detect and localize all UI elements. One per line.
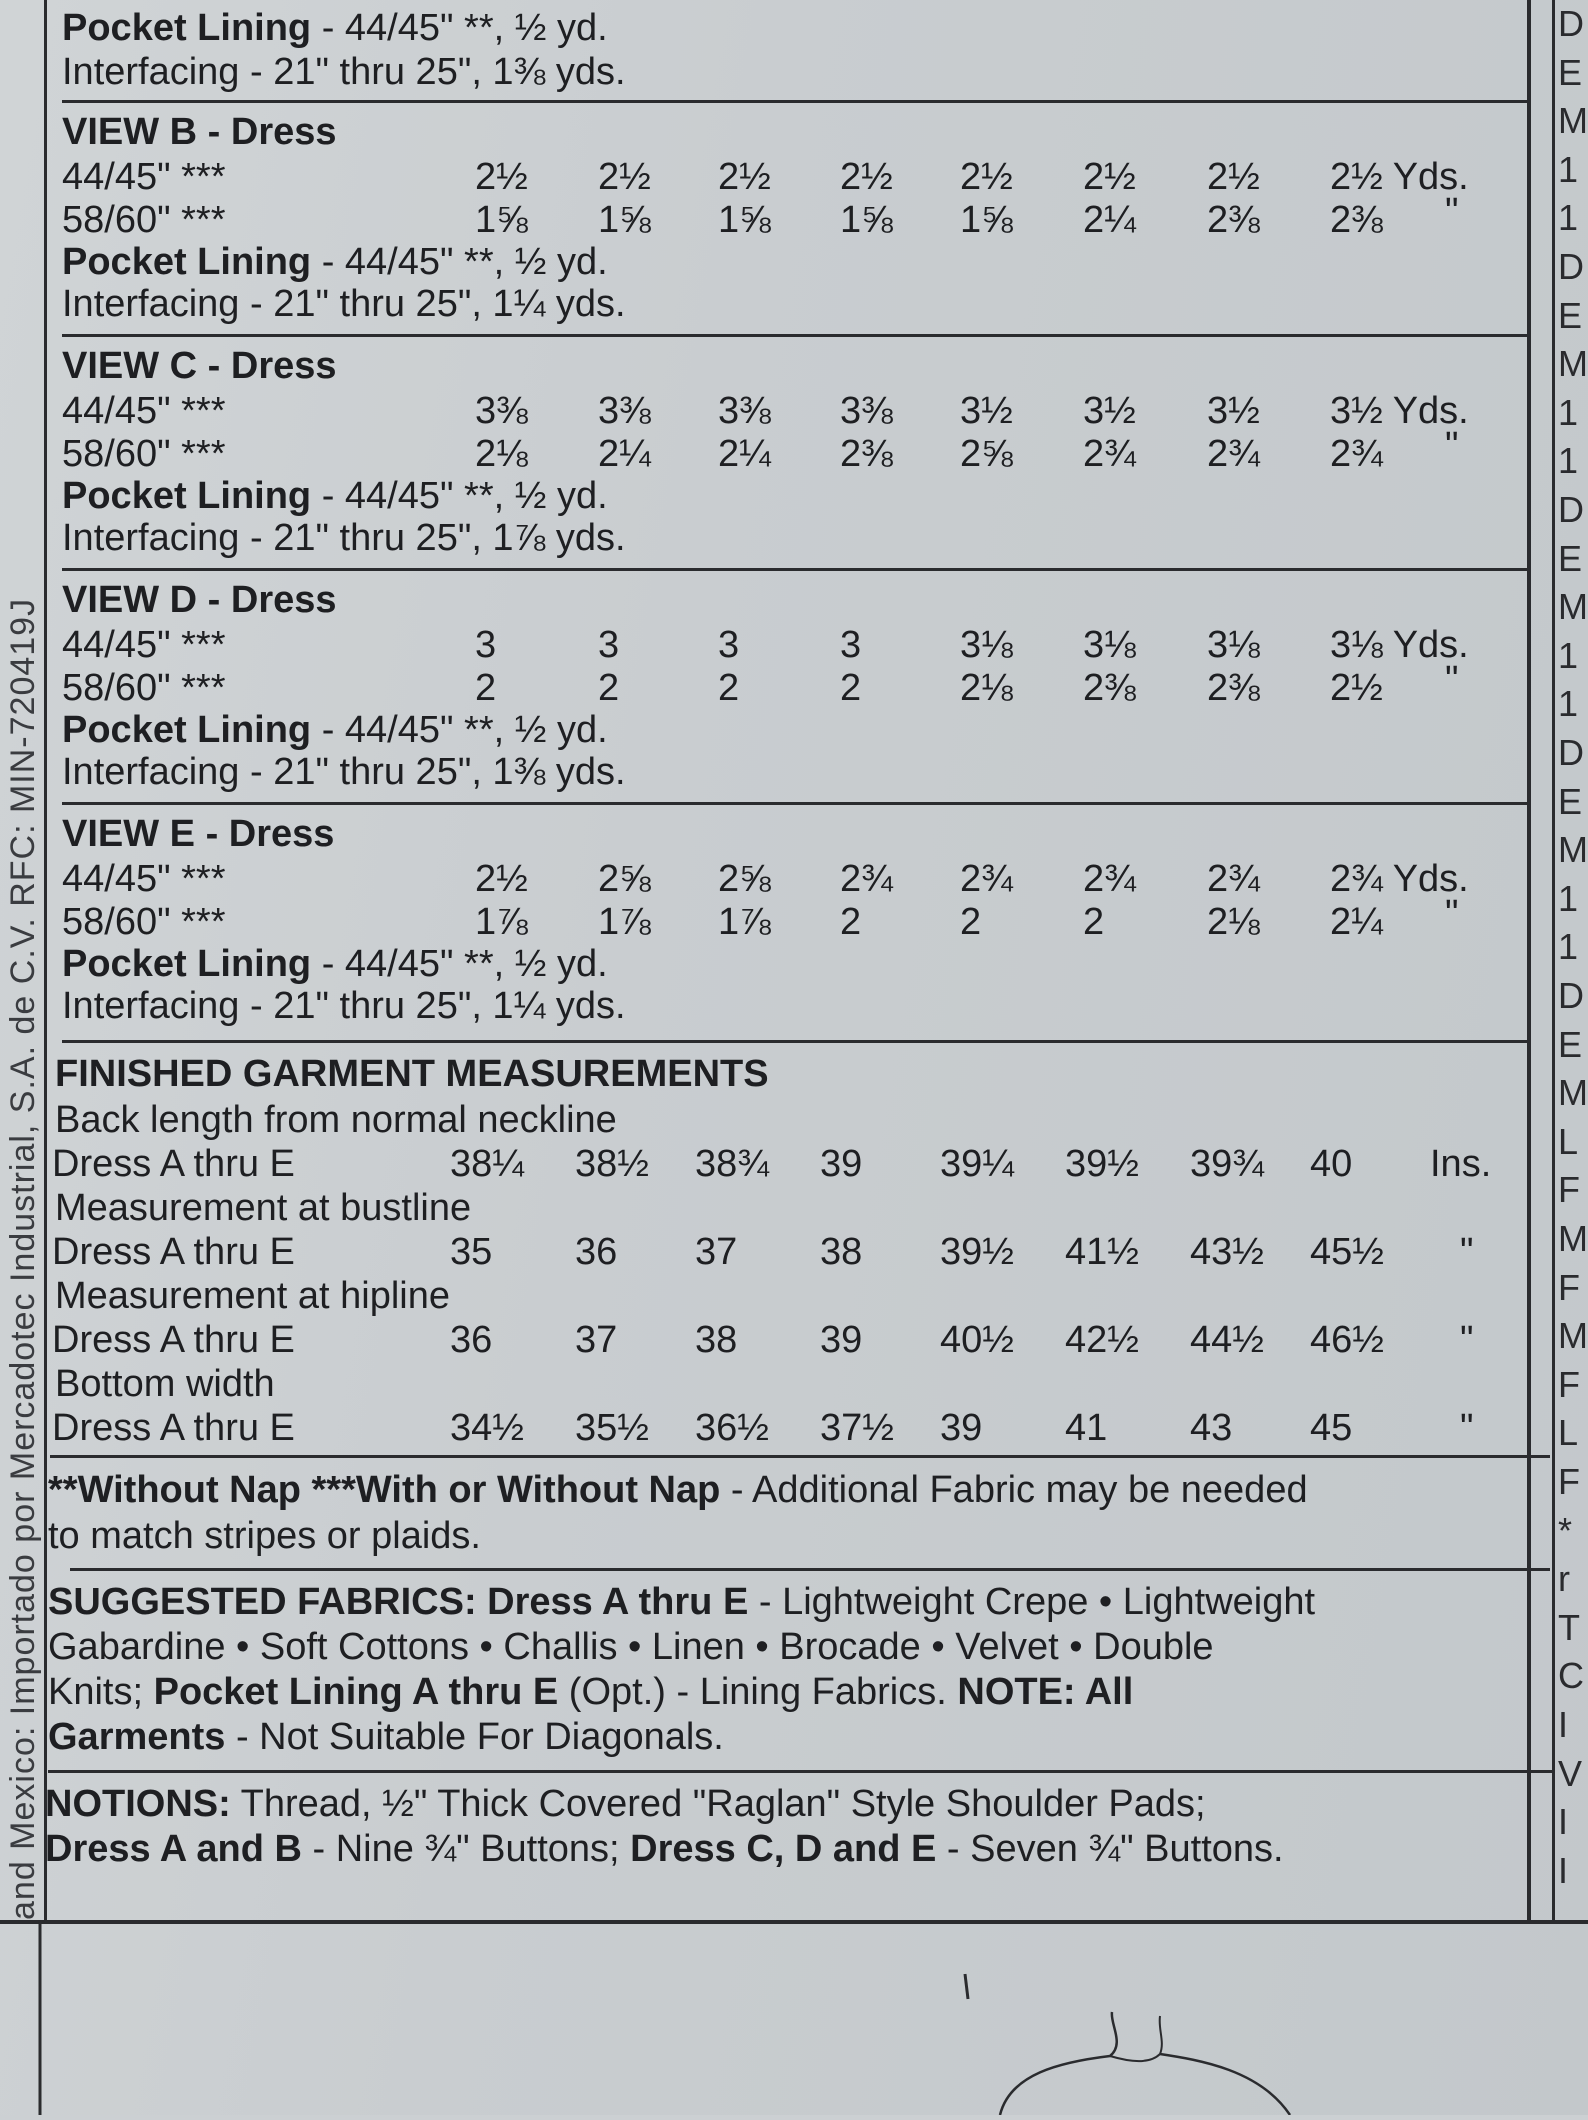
yardage-cell: 2¾ (1207, 433, 1260, 475)
yardage-cell: 2½ (1083, 156, 1136, 198)
yardage-cell: 2 (1083, 901, 1105, 943)
yardage-label-58: 58/60" *** (62, 433, 226, 475)
right-border-rule (1527, 0, 1531, 1920)
yardage-cell: 2½ (1207, 156, 1260, 198)
yardage-label-44: 44/45" *** (62, 156, 226, 198)
right-column-char: M (1558, 829, 1588, 871)
divider (48, 1770, 1553, 1773)
measurement-cell: 38¼ (450, 1143, 524, 1185)
yardage-cell: 2⅝ (598, 858, 651, 900)
interfacing-line: Interfacing - 21" thru 25", 1¼ yds. (62, 985, 626, 1027)
measurement-cell: 36½ (695, 1407, 769, 1449)
measurement-cell: 39 (820, 1143, 863, 1185)
pocket-lining-line: Pocket Lining - 44/45" **, ½ yd. (62, 709, 608, 751)
measurement-cell: 37 (575, 1319, 618, 1361)
yardage-cell: 1⅝ (840, 199, 893, 241)
right-column-char: I (1558, 1849, 1569, 1891)
measurement-cell: 43 (1190, 1407, 1233, 1449)
pocket-lining-line: Pocket Lining - 44/45" **, ½ yd. (62, 943, 608, 985)
suggested-fabrics-line3: Knits; Pocket Lining A thru E (Opt.) - Lining Fabrics. NOTE: All (48, 1671, 1134, 1713)
yardage-cell: 2¾ Yds. (1330, 858, 1469, 900)
measurement-cell: 37½ (820, 1407, 894, 1449)
right-border-rule-outer (1552, 0, 1555, 1920)
yardage-cell: 2 (598, 667, 620, 709)
yardage-cell: 2⅛ (960, 667, 1013, 709)
yardage-cell: 2¾ (840, 858, 893, 900)
yardage-cell: 3 (718, 624, 740, 666)
measurement-label: Bottom width (55, 1363, 275, 1405)
right-column-char: M (1558, 1315, 1588, 1357)
ditto-mark: " (1445, 893, 1459, 935)
yardage-label-44: 44/45" *** (62, 390, 226, 432)
top-pocket-lining: Pocket Lining - 44/45" **, ½ yd. (62, 7, 608, 49)
yardage-cell: 1⅝ (718, 199, 771, 241)
yardage-cell: 2½ (840, 156, 893, 198)
yardage-label-58: 58/60" *** (62, 901, 226, 943)
yardage-cell: 3⅜ (598, 390, 651, 432)
measurement-cell: 43½ (1190, 1231, 1264, 1273)
view-title: VIEW C - Dress (62, 345, 337, 387)
right-column-char: 1 (1558, 634, 1579, 676)
right-column-char: 1 (1558, 391, 1579, 433)
right-column-char: E (1558, 537, 1583, 579)
right-column-char: F (1558, 1169, 1580, 1211)
divider (62, 802, 1527, 805)
measurement-label: Measurement at hipline (55, 1275, 450, 1317)
yardage-cell: 3½ (1083, 390, 1136, 432)
interfacing-line: Interfacing - 21" thru 25", 1¼ yds. (62, 283, 626, 325)
yardage-cell: 3⅛ (960, 624, 1013, 666)
measurement-cell: 34½ (450, 1407, 524, 1449)
measurement-unit: " (1460, 1319, 1474, 1361)
right-column-char: E (1558, 51, 1583, 93)
right-column-char: M (1558, 100, 1588, 142)
right-column-char: 1 (1558, 683, 1579, 725)
yardage-cell: 2¾ (1207, 858, 1260, 900)
yardage-cell: 2 (840, 667, 862, 709)
yardage-cell: 2½ (475, 858, 528, 900)
right-column-char: 1 (1558, 197, 1579, 239)
view-title: VIEW E - Dress (62, 813, 335, 855)
divider (62, 568, 1527, 571)
measurement-cell: 35½ (575, 1407, 649, 1449)
divider (62, 334, 1527, 337)
measurement-cell: 38½ (575, 1143, 649, 1185)
measurement-cell: 41½ (1065, 1231, 1139, 1273)
measurement-cell: 46½ (1310, 1319, 1384, 1361)
yardage-cell: 2 (840, 901, 862, 943)
measurement-cell: 39¼ (940, 1143, 1014, 1185)
right-column-char: D (1558, 732, 1584, 773)
right-column-char: D (1558, 489, 1584, 530)
measurement-cell: 41 (1065, 1407, 1108, 1449)
yardage-cell: 3⅜ (718, 390, 771, 432)
measurement-unit: " (1460, 1231, 1474, 1273)
yardage-cell: 2⅜ (1330, 199, 1383, 241)
right-column-char: I (1558, 1801, 1569, 1843)
sidebar (0, 0, 42, 1920)
right-column-char: T (1558, 1606, 1580, 1648)
yardage-cell: 2¾ (1083, 858, 1136, 900)
yardage-cell: 3 (840, 624, 862, 666)
sidebar-imprint-text: and Mexico: Importado por Mercadotec Industrial, S.A. de C.V. RFC: MIN-720419J (4, 597, 42, 1920)
divider (70, 1568, 1550, 1571)
yardage-cell: 1⅝ (960, 199, 1013, 241)
yardage-cell: 2½ (960, 156, 1013, 198)
measurement-cell: 45½ (1310, 1231, 1384, 1273)
right-column-char: 1 (1558, 440, 1579, 482)
right-column-char: * (1558, 1509, 1573, 1551)
measurement-cell: 36 (450, 1319, 493, 1361)
yardage-cell: 3⅜ (840, 390, 893, 432)
right-column-char: F (1558, 1461, 1580, 1502)
view-title: VIEW B - Dress (62, 111, 337, 153)
garment-illustration (0, 1924, 1588, 2115)
measurement-label: Measurement at bustline (55, 1187, 472, 1229)
right-column-char: 1 (1558, 926, 1579, 968)
suggested-fabrics-line4: Garments - Not Suitable For Diagonals. (48, 1716, 724, 1758)
yardage-cell: 2⅝ (718, 858, 771, 900)
measurement-cell: 42½ (1065, 1319, 1139, 1361)
right-column-char: 1 (1558, 877, 1579, 919)
nap-note: **Without Nap ***With or Without Nap - Additional Fabric may be needed (48, 1469, 1308, 1511)
yardage-cell: 2¼ (598, 433, 651, 475)
right-column-char: C (1558, 1655, 1584, 1697)
measurement-row-label: Dress A thru E (52, 1407, 295, 1449)
notions-line1: NOTIONS: Thread, ½" Thick Covered "Raglan" Style Shoulder Pads; (45, 1783, 1206, 1825)
yardage-cell: 2¼ (718, 433, 771, 475)
measurement-unit: Ins. (1430, 1143, 1492, 1185)
yardage-label-58: 58/60" *** (62, 199, 226, 241)
right-column-char: M (1558, 343, 1588, 385)
left-border-rule (44, 0, 47, 1920)
measurement-row-label: Dress A thru E (52, 1319, 295, 1361)
yardage-cell: 2⅝ (960, 433, 1013, 475)
yardage-label-44: 44/45" *** (62, 858, 226, 900)
right-column-char: F (1558, 1363, 1580, 1405)
finished-title: FINISHED GARMENT MEASUREMENTS (55, 1053, 769, 1095)
right-column-char: M (1558, 1072, 1588, 1114)
yardage-cell: 3 (475, 624, 497, 666)
yardage-cell: 3 (598, 624, 620, 666)
yardage-cell: 2¾ (1083, 433, 1136, 475)
right-column-char: I (1558, 1704, 1569, 1745)
yardage-cell: 1⅞ (598, 901, 651, 943)
yardage-cell: 1⅝ (598, 199, 651, 241)
yardage-cell: 2⅛ (475, 433, 528, 475)
right-column-char: L (1558, 1120, 1579, 1162)
right-column-char: 1 (1558, 148, 1579, 190)
measurement-cell: 44½ (1190, 1319, 1264, 1361)
dress-sketch-icon (0, 1924, 1588, 2115)
yardage-cell: 2⅛ (1207, 901, 1260, 943)
yardage-cell: 3½ (960, 390, 1013, 432)
view-title: VIEW D - Dress (62, 579, 337, 621)
yardage-cell: 2 (960, 901, 982, 943)
right-column-char: E (1558, 294, 1583, 336)
ditto-mark: " (1445, 659, 1459, 701)
right-column-char: F (1558, 1266, 1580, 1308)
yardage-cell: 1⅝ (475, 199, 528, 241)
measurement-cell: 38 (820, 1231, 863, 1273)
yardage-cell: 2¾ (1330, 433, 1383, 475)
right-column-char: L (1558, 1412, 1579, 1454)
right-column-char: V (1558, 1752, 1583, 1794)
measurement-cell: 39 (820, 1319, 863, 1361)
top-interfacing: Interfacing - 21" thru 25", 1⅜ yds. (62, 51, 626, 93)
pocket-lining-line: Pocket Lining - 44/45" **, ½ yd. (62, 475, 608, 517)
yardage-cell: 2¾ (960, 858, 1013, 900)
measurement-cell: 38¾ (695, 1143, 769, 1185)
yardage-cell: 2½ (598, 156, 651, 198)
yardage-cell: 3⅛ Yds. (1330, 624, 1469, 666)
yardage-cell: 3⅛ (1083, 624, 1136, 666)
yardage-cell: 2⅜ (840, 433, 893, 475)
suggested-fabrics-line1: SUGGESTED FABRICS: Dress A thru E - Lightweight Crepe • Lightweight (48, 1581, 1316, 1623)
measurement-cell: 36 (575, 1231, 618, 1273)
yardage-cell: 2 (718, 667, 740, 709)
yardage-cell: 3½ Yds. (1330, 390, 1469, 432)
suggested-fabrics-line2: Gabardine • Soft Cottons • Challis • Linen • Brocade • Velvet • Double (48, 1626, 1214, 1668)
nap-note-line2: to match stripes or plaids. (48, 1515, 481, 1557)
yardage-cell: 2½ Yds. (1330, 156, 1469, 198)
pocket-lining-line: Pocket Lining - 44/45" **, ½ yd. (62, 241, 608, 283)
yardage-cell: 2⅜ (1083, 667, 1136, 709)
measurement-cell: 45 (1310, 1407, 1353, 1449)
right-column-char: r (1558, 1558, 1570, 1600)
measurement-row-label: Dress A thru E (52, 1231, 295, 1273)
measurement-cell: 39½ (940, 1231, 1014, 1273)
yardage-cell: 3½ (1207, 390, 1260, 432)
yardage-cell: 2 (475, 667, 497, 709)
right-column-char: E (1558, 780, 1583, 822)
measurement-cell: 38 (695, 1319, 738, 1361)
measurement-label: Back length from normal neckline (55, 1099, 617, 1141)
yardage-cell: 2½ (1330, 667, 1383, 709)
divider (50, 1455, 1550, 1458)
right-column-char: D (1558, 3, 1584, 44)
right-column-char: E (1558, 1023, 1583, 1065)
measurement-cell: 39 (940, 1407, 983, 1449)
yardage-cell: 2½ (475, 156, 528, 198)
right-column-char: D (1558, 975, 1584, 1016)
yardage-cell: 3⅛ (1207, 624, 1260, 666)
right-column-char: M (1558, 1218, 1588, 1259)
notions-line2: Dress A and B - Nine ¾" Buttons; Dress C, D and E - Seven ¾" Buttons. (45, 1828, 1284, 1870)
measurement-row-label: Dress A thru E (52, 1143, 295, 1185)
yardage-cell: 2⅜ (1207, 199, 1260, 241)
yardage-label-58: 58/60" *** (62, 667, 226, 709)
measurement-cell: 37 (695, 1231, 738, 1273)
right-column-char: D (1558, 246, 1584, 287)
yardage-cell: 2¼ (1330, 901, 1383, 943)
measurement-cell: 35 (450, 1231, 493, 1273)
yardage-cell: 1⅞ (718, 901, 771, 943)
yardage-cell: 3⅜ (475, 390, 528, 432)
ditto-mark: " (1445, 425, 1459, 467)
interfacing-line: Interfacing - 21" thru 25", 1⅞ yds. (62, 517, 626, 559)
interfacing-line: Interfacing - 21" thru 25", 1⅜ yds. (62, 751, 626, 793)
yardage-cell: 2½ (718, 156, 771, 198)
yardage-cell: 2⅜ (1207, 667, 1260, 709)
yardage-label-44: 44/45" *** (62, 624, 226, 666)
yardage-cell: 2¼ (1083, 199, 1136, 241)
right-column-char: M (1558, 586, 1588, 628)
measurement-cell: 39½ (1065, 1143, 1139, 1185)
divider (62, 1040, 1527, 1043)
measurement-cell: 39¾ (1190, 1143, 1264, 1185)
ditto-mark: " (1445, 191, 1459, 233)
measurement-unit: " (1460, 1407, 1474, 1449)
divider (62, 100, 1527, 103)
yardage-cell: 1⅞ (475, 901, 528, 943)
measurement-cell: 40 (1310, 1143, 1353, 1185)
measurement-cell: 40½ (940, 1319, 1014, 1361)
